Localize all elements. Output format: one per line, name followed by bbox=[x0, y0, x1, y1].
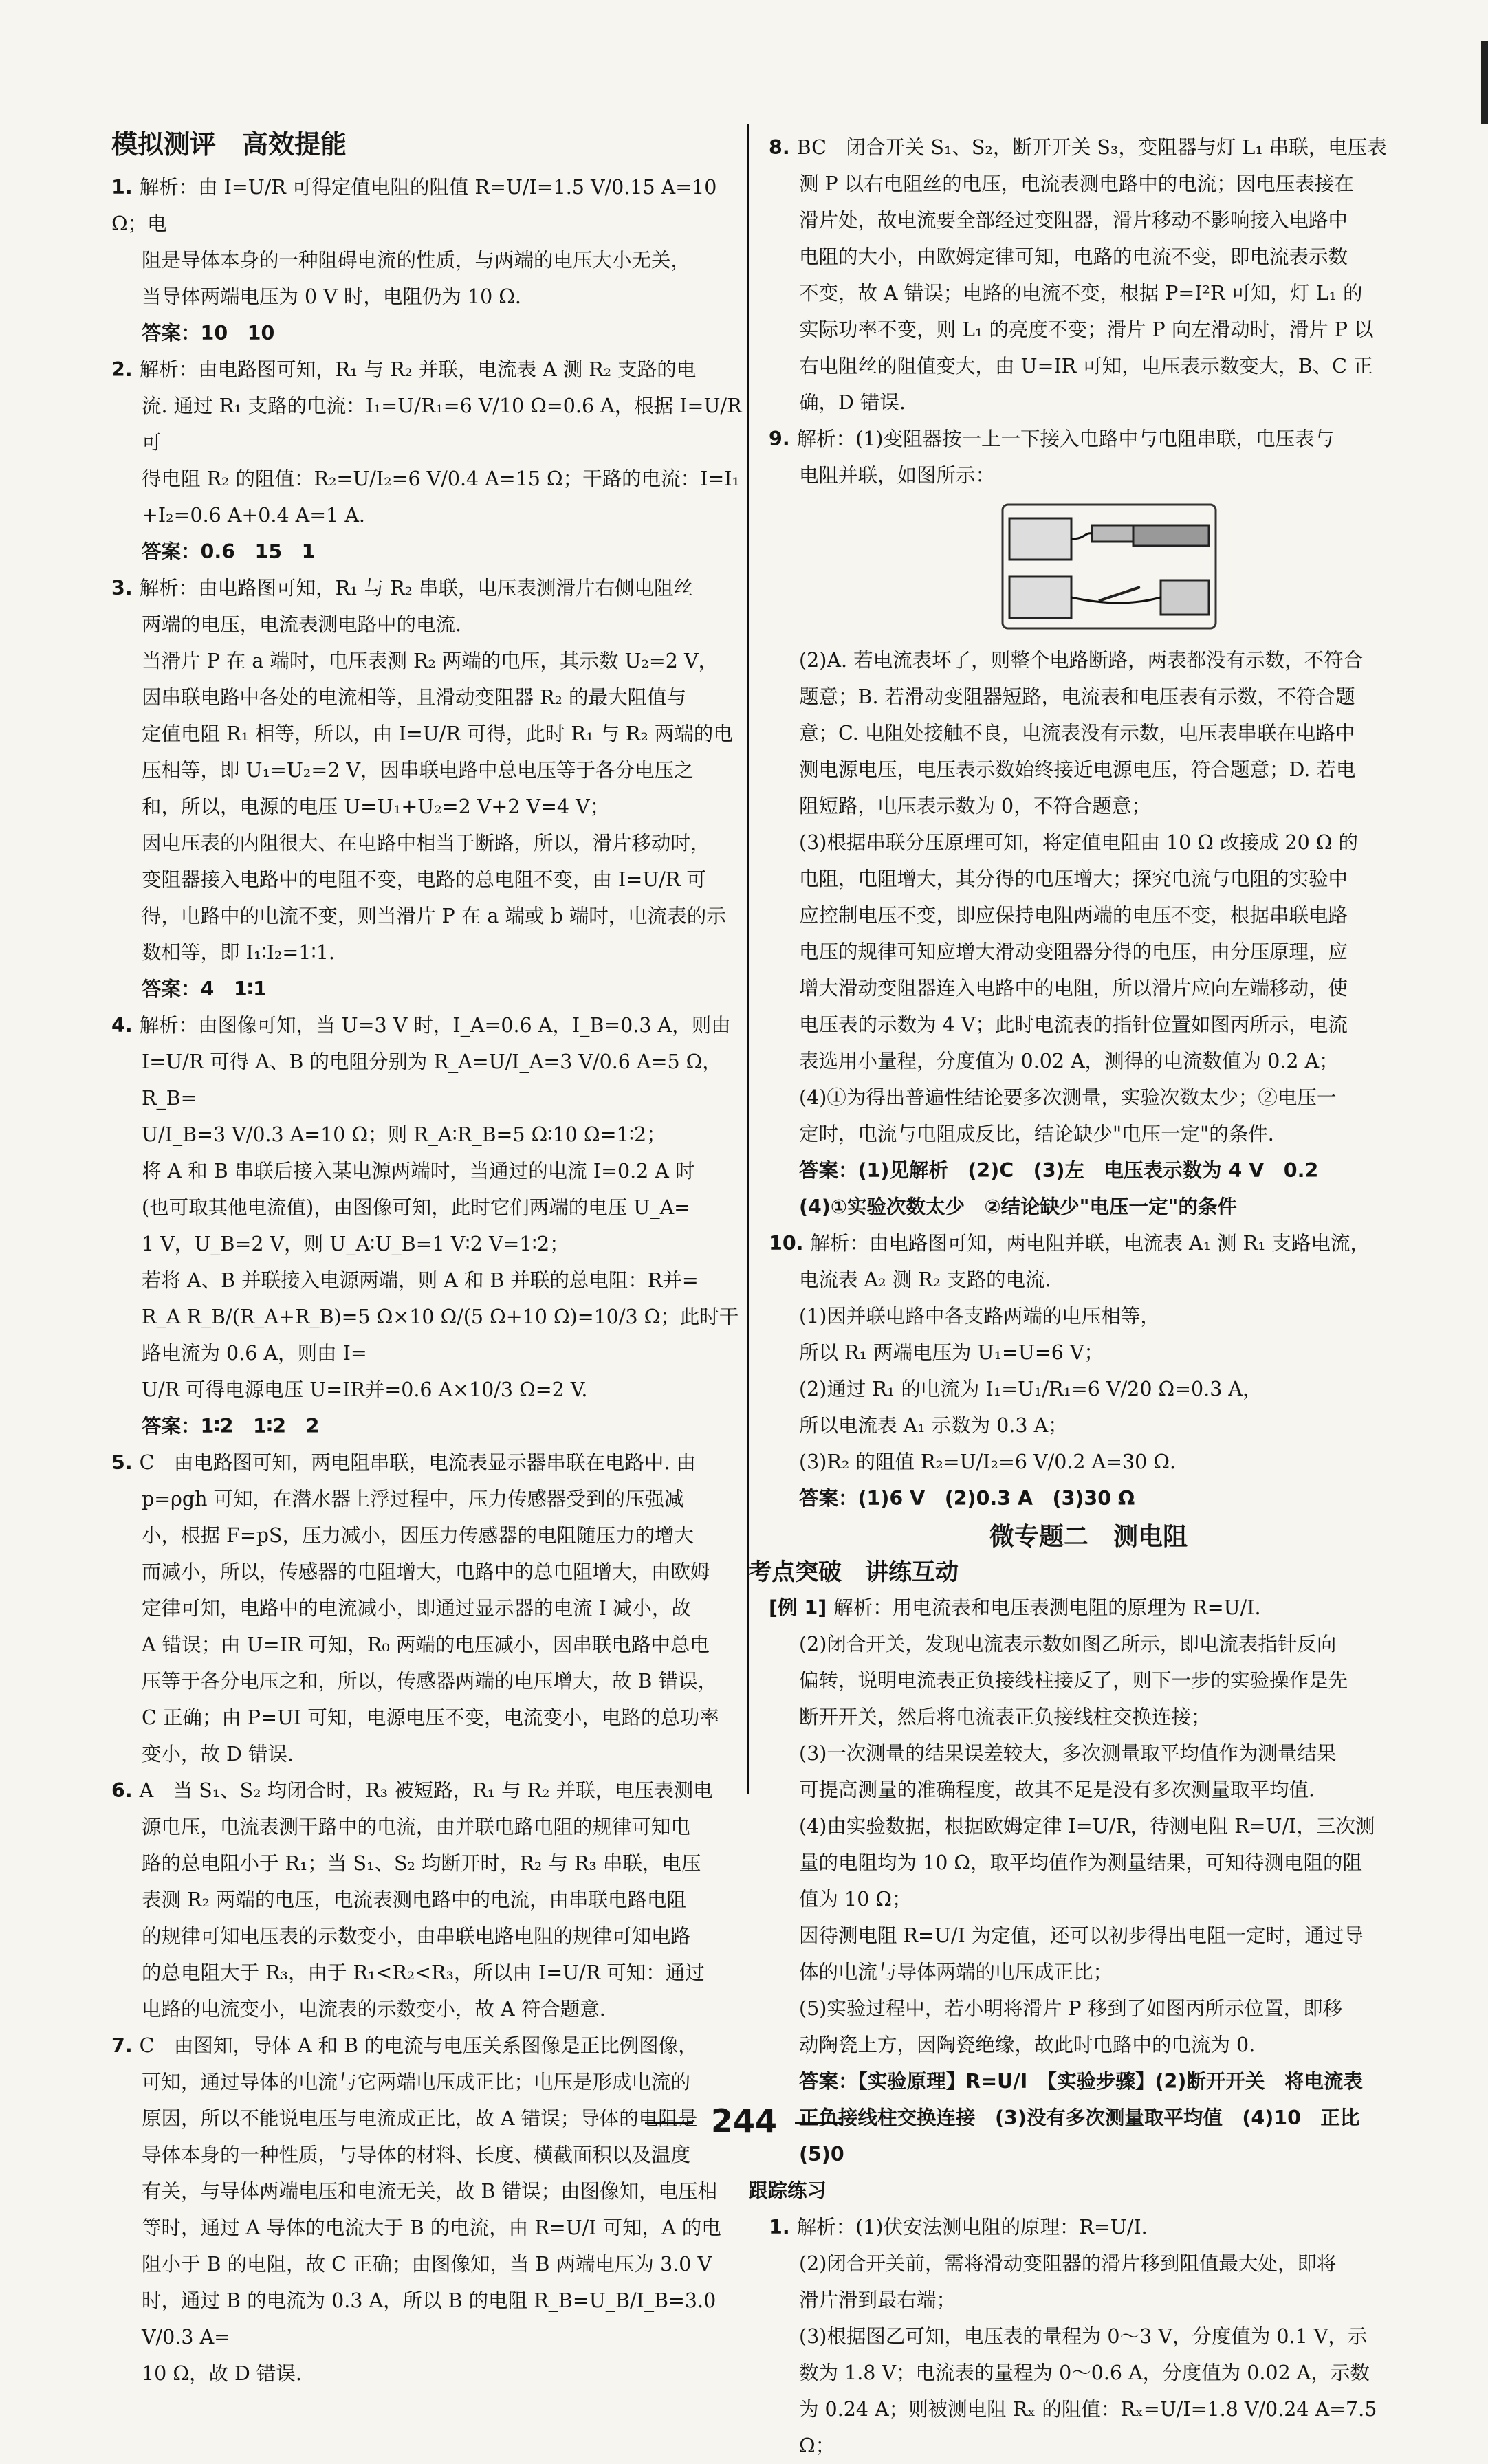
text-line: 而减小，所以，传感器的电阻增大，电路中的总电阻增大，由欧姆 bbox=[142, 1561, 710, 1583]
text-line: 定时，电流与电阻成反比，结论缺少"电压一定"的条件. bbox=[799, 1123, 1274, 1145]
text-line: (2)闭合开关，发现电流表示数如图乙所示，即电流表指针反向 bbox=[799, 1633, 1337, 1656]
text-line: (4)由实验数据，根据欧姆定律 I=U/R，待测电阻 R=U/I，三次测 bbox=[799, 1815, 1375, 1838]
answer-line: 正负接线柱交换连接 (3)没有多次测量取平均值 (4)10 正比 bbox=[799, 2106, 1360, 2129]
track-heading: 跟踪练习 bbox=[748, 2179, 827, 2202]
text-line: 所以 R₁ 两端电压为 U₁=U=6 V； bbox=[799, 1341, 1104, 1364]
text-line: 阻是导体本身的一种阻碍电流的性质，与两端的电压大小无关， bbox=[142, 249, 691, 272]
text-line: 意；C. 电阻处接触不良，电流表没有示数，电压表串联在电路中 bbox=[799, 722, 1355, 745]
text-line: 5. C 由电路图可知，两电阻串联，电流表显示器串联在电路中. 由 bbox=[111, 1451, 697, 1474]
page-number: 244 bbox=[0, 2102, 1488, 2140]
text-line: 变小，故 D 错误. bbox=[142, 1743, 294, 1766]
answer-line: 答案：1∶2 1∶2 2 bbox=[142, 1415, 320, 1438]
page-edge-mark bbox=[1481, 41, 1488, 124]
text-line: 断开开关，然后将电流表正负接线柱交换连接； bbox=[799, 1706, 1211, 1728]
text-line: (2)A. 若电流表坏了，则整个电路断路，两表都没有示数，不符合 bbox=[799, 649, 1364, 672]
item-number: 9. bbox=[769, 428, 797, 450]
text-line: 6. A 当 S₁、S₂ 均闭合时，R₃ 被短路，R₁ 与 R₂ 并联，电压表测电 bbox=[111, 1779, 713, 1802]
text-line: 应控制电压不变，即应保持电阻两端的电压不变，根据串联电路 bbox=[799, 904, 1348, 927]
item-number: 4. bbox=[111, 1014, 140, 1037]
text-line: 7. C 由图知，导体 A 和 B 的电流与电压关系图像是正比例图像， bbox=[111, 2034, 698, 2057]
text-line: 4. 解析：由图像可知，当 U=3 V 时，I_A=0.6 A，I_B=0.3 A，则由 bbox=[111, 1014, 731, 1037]
text-line: 测 P 以右电阻丝的电压，电流表测电路中的电流；因电压表接在 bbox=[799, 173, 1354, 195]
text-line: 滑片处，故电流要全部经过变阻器，滑片移动不影响接入电路中 bbox=[799, 209, 1348, 232]
example-label: [例 1] bbox=[769, 1596, 834, 1619]
item-number: 2. bbox=[111, 358, 140, 381]
text-line: 和，所以，电源的电压 U=U₁+U₂=2 V+2 V=4 V； bbox=[142, 795, 610, 818]
text-line: 1. 解析：由 I=U/R 可得定值电阻的阻值 R=U/I=1.5 V/0.15 A=10 Ω；电 bbox=[111, 176, 717, 235]
text-line: 8. BC 闭合开关 S₁、S₂，断开开关 S₃，变阻器与灯 L₁ 串联，电压表 bbox=[769, 136, 1387, 159]
left-column bbox=[111, 124, 751, 2392]
text-line: 2. 解析：由电路图可知，R₁ 与 R₂ 并联，电流表 A 测 R₂ 支路的电 bbox=[111, 358, 697, 381]
text-line: 确，D 错误. bbox=[799, 391, 906, 414]
text-line: 右电阻丝的阻值变大，由 U=IR 可知，电压表示数变大，B、C 正 bbox=[799, 355, 1373, 377]
item-number: 8. bbox=[769, 136, 797, 159]
text-line: 源电压，电流表测干路中的电流，由并联电路电阻的规律可知电 bbox=[142, 1816, 691, 1838]
text-line: 题意；B. 若滑动变阻器短路，电流表和电压表有示数，不符合题 bbox=[799, 685, 1355, 708]
text-line: 的规律可知电压表的示数变小，由串联电路电阻的规律可知电路 bbox=[142, 1925, 691, 1948]
text-line: 电阻并联，如图所示： bbox=[799, 464, 996, 487]
text-line: 因电压表的内阻很大、在电路中相当于断路，所以，滑片移动时， bbox=[142, 832, 710, 855]
text-line: 时，通过 B 的电流为 0.3 A，所以 B 的电阻 R_B=U_B/I_B=3.0 V/0.3 A= bbox=[142, 2289, 716, 2348]
right-rest bbox=[748, 642, 1408, 2464]
text-line: +I₂=0.6 A+0.4 A=1 A. bbox=[142, 504, 365, 527]
text-line: (也可取其他电流值)，由图像可知，此时它们两端的电压 U_A= bbox=[142, 1196, 691, 1219]
text-line: C 正确；由 P=UI 可知，电源电压不变，电流变小，电路的总功率 bbox=[142, 1706, 719, 1729]
circuit-diagram bbox=[996, 498, 1223, 635]
text-line: 变阻器接入电路中的电阻不变，电路的总电阻不变，由 I=U/R 可 bbox=[142, 868, 706, 891]
text-line: 1 V，U_B=2 V，则 U_A∶U_B=1 V∶2 V=1∶2； bbox=[142, 1233, 569, 1255]
text-line: 有关，与导体两端电压和电流无关，故 B 错误；由图像知，电压相 bbox=[142, 2180, 718, 2203]
answer-line: 答案：(1)见解析 (2)C (3)左 电压表示数为 4 V 0.2 bbox=[799, 1159, 1319, 1182]
text-line: 的总电阻大于 R₃，由于 R₁<R₂<R₃，所以由 I=U/R 可知：通过 bbox=[142, 1961, 705, 1984]
text-line: 路的总电阻小于 R₁；当 S₁、S₂ 均断开时，R₂ 与 R₃ 串联，电压 bbox=[142, 1852, 701, 1875]
text-line: (2)通过 R₁ 的电流为 I₁=U₁/R₁=6 V/20 Ω=0.3 A， bbox=[799, 1378, 1262, 1400]
text-line: 因待测电阻 R=U/I 为定值，还可以初步得出电阻一定时，通过导 bbox=[799, 1924, 1364, 1947]
text-line: 为 0.24 A；则被测电阻 Rₓ 的阻值：Rₓ=U/I=1.8 V/0.24 A=7.5 Ω； bbox=[799, 2398, 1377, 2457]
text-line: 体的电流与导体两端的电压成正比； bbox=[799, 1961, 1113, 1983]
text-line: 若将 A、B 并联接入电源两端，则 A 和 B 并联的总电阻：R并= bbox=[142, 1269, 699, 1292]
text-line: (2)闭合开关前，需将滑动变阻器的滑片移到阻值最大处，即将 bbox=[799, 2252, 1337, 2275]
text-line: 电路的电流变小，电流表的示数变小，故 A 符合题意. bbox=[142, 1998, 606, 2021]
text-line: 将 A 和 B 串联后接入某电源两端时，当通过的电流 I=0.2 A 时 bbox=[142, 1160, 695, 1182]
text-line: [例 1] 解析：用电流表和电压表测电阻的原理为 R=U/I. bbox=[769, 1596, 1261, 1619]
text-line: 数相等，即 I₁∶I₂=1∶1. bbox=[142, 941, 335, 964]
right-items bbox=[769, 129, 1408, 494]
left-items bbox=[111, 169, 751, 2392]
text-line: (3)一次测量的结果误差较大，多次测量取平均值作为测量结果 bbox=[799, 1742, 1337, 1765]
text-line: 测电源电压，电压表示数始终接近电源电压，符合题意；D. 若电 bbox=[799, 758, 1356, 781]
text-line: 定值电阻 R₁ 相等，所以，由 I=U/R 可得，此时 R₁ 与 R₂ 两端的电 bbox=[142, 723, 733, 745]
answer-line: (5)0 bbox=[799, 2143, 844, 2166]
text-line: 1. 解析：(1)伏安法测电阻的原理：R=U/I. bbox=[769, 2216, 1148, 2238]
text-line: 当导体两端电压为 0 V 时，电阻仍为 10 Ω. bbox=[142, 285, 521, 308]
text-line: 当滑片 P 在 a 端时，电压表测 R₂ 两端的电压，其示数 U₂=2 V， bbox=[142, 650, 719, 672]
text-line: 压等于各分电压之和，所以，传感器两端的电压增大，故 B 错误， bbox=[142, 1670, 718, 1693]
section-heading-2: 考点突破 讲练互动 bbox=[748, 1559, 959, 1586]
item-number: 1. bbox=[111, 176, 140, 199]
text-line: (4)①为得出普遍性结论要多次测量，实验次数太少；②电压一 bbox=[799, 1086, 1337, 1109]
text-line: 9. 解析：(1)变阻器按一上一下接入电路中与电阻串联，电压表与 bbox=[769, 428, 1334, 450]
text-line: 3. 解析：由电路图可知，R₁ 与 R₂ 串联，电压表测滑片右侧电阻丝 bbox=[111, 577, 694, 600]
item-number: 7. bbox=[111, 2034, 140, 2057]
text-line: 增大滑动变阻器连入电路中的电阻，所以滑片应向左端移动，使 bbox=[799, 977, 1348, 1000]
text-line: 表测 R₂ 两端的电压，电流表测电路中的电流，由串联电路电阻 bbox=[142, 1889, 687, 1911]
text-line: 因串联电路中各处的电流相等，且滑动变阻器 R₂ 的最大阻值与 bbox=[142, 686, 687, 709]
text-line: p=ρgh 可知，在潜水器上浮过程中，压力传感器受到的压强减 bbox=[142, 1488, 684, 1510]
text-line: 原因，所以不能说电压与电流成正比，故 A 错误；导体的电阻是 bbox=[142, 2107, 698, 2130]
text-line: R_A R_B/(R_A+R_B)=5 Ω×10 Ω/(5 Ω+10 Ω)=10/3 Ω；此时干路电流为 0.6 A，则由 I= bbox=[142, 1306, 739, 1365]
text-line: 导体本身的一种性质，与导体的材料、长度、横截面积以及温度 bbox=[142, 2144, 691, 2166]
text-line: 不变，故 A 错误；电路的电流不变，根据 P=I²R 可知，灯 L₁ 的 bbox=[799, 282, 1363, 305]
text-line: 偏转，说明电流表正负接线柱接反了，则下一步的实验操作是先 bbox=[799, 1669, 1348, 1692]
text-line: 值为 10 Ω； bbox=[799, 1888, 912, 1911]
text-line: 可知，通过导体的电流与它两端电压成正比；电压是形成电流的 bbox=[142, 2071, 691, 2093]
text-line: 可提高测量的准确程度，故其不足是没有多次测量取平均值. bbox=[799, 1779, 1315, 1801]
text-line: 电流表 A₂ 测 R₂ 支路的电流. bbox=[799, 1268, 1051, 1291]
text-line: 电阻的大小，由欧姆定律可知，电路的电流不变，即电流表示数 bbox=[799, 245, 1348, 268]
answer-line: 答案：(1)6 V (2)0.3 A (3)30 Ω bbox=[799, 1487, 1135, 1510]
answer-line: (4)①实验次数太少 ②结论缺少"电压一定"的条件 bbox=[799, 1196, 1237, 1218]
answer-line: 答案：10 10 bbox=[142, 322, 275, 344]
answer-line: 答案：0.6 15 1 bbox=[142, 540, 316, 563]
text-line: 10 Ω，故 D 错误. bbox=[142, 2362, 302, 2385]
text-line: 得，电路中的电流不变，则当滑片 P 在 a 端或 b 端时，电流表的示 bbox=[142, 905, 726, 927]
section-heading: 模拟测评 高效提能 bbox=[111, 129, 347, 160]
text-line: U/I_B=3 V/0.3 A=10 Ω；则 R_A∶R_B=5 Ω∶10 Ω=1∶2； bbox=[142, 1123, 666, 1146]
text-line: 电压表的示数为 4 V；此时电流表的指针位置如图丙所示，电流 bbox=[799, 1013, 1348, 1036]
item-number: 1. bbox=[769, 2216, 797, 2238]
item-number: 10. bbox=[769, 1232, 811, 1255]
text-line: 所以电流表 A₁ 示数为 0.3 A； bbox=[799, 1414, 1068, 1437]
text-line: 滑片滑到最右端； bbox=[799, 2289, 956, 2311]
text-line: 等时，通过 A 导体的电流大于 B 的电流，由 R=U/I 可知，A 的电 bbox=[142, 2216, 721, 2239]
answer-line: 答案：【实验原理】R=U/I 【实验步骤】(2)断开开关 将电流表 bbox=[799, 2070, 1363, 2093]
text-line: 动陶瓷上方，因陶瓷绝缘，故此时电路中的电流为 0. bbox=[799, 2034, 1256, 2056]
text-line: (3)根据串联分压原理可知，将定值电阻由 10 Ω 改接成 20 Ω 的 bbox=[799, 831, 1359, 854]
text-line: I=U/R 可得 A、B 的电阻分别为 R_A=U/I_A=3 V/0.6 A=5 Ω，R_B= bbox=[142, 1050, 722, 1110]
text-line: 定律可知，电路中的电流减小，即通过显示器的电流 I 减小，故 bbox=[142, 1597, 691, 1620]
text-line: (3)R₂ 的阻值 R₂=U/I₂=6 V/0.2 A=30 Ω. bbox=[799, 1451, 1177, 1473]
text-line: 小，根据 F=pS，压力减小，因压力传感器的电阻随压力的增大 bbox=[142, 1524, 694, 1547]
text-line: (1)因并联电路中各支路两端的电压相等， bbox=[799, 1305, 1160, 1328]
item-number: 6. bbox=[111, 1779, 140, 1802]
text-line: 实际功率不变，则 L₁ 的亮度不变；滑片 P 向左滑动时，滑片 P 以 bbox=[799, 318, 1374, 341]
text-line: 压相等，即 U₁=U₂=2 V，因串联电路中总电压等于各分电压之 bbox=[142, 759, 694, 782]
text-line: 两端的电压，电流表测电路中的电流. bbox=[142, 613, 462, 636]
text-line: (3)根据图乙可知，电压表的量程为 0～3 V，分度值为 0.1 V，示 bbox=[799, 2325, 1368, 2348]
text-line: 表选用小量程，分度值为 0.02 A，测得的电流数值为 0.2 A； bbox=[799, 1050, 1339, 1072]
text-line: 电压的规律可知应增大滑动变阻器分得的电压，由分压原理，应 bbox=[799, 940, 1348, 963]
text-line: 阻小于 B 的电阻，故 C 正确；由图像知，当 B 两端电压为 3.0 V bbox=[142, 2253, 712, 2276]
answer-line: 答案：4 1∶1 bbox=[142, 978, 267, 1000]
text-line: U/R 可得电源电压 U=IR并=0.6 A×10/3 Ω=2 V. bbox=[142, 1378, 588, 1401]
text-line: A 错误；由 U=IR 可知，R₀ 两端的电压减小，因串联电路中总电 bbox=[142, 1634, 710, 1656]
text-line: 电阻，电阻增大，其分得的电压增大；探究电流与电阻的实验中 bbox=[799, 868, 1348, 890]
column-divider bbox=[747, 124, 749, 1794]
text-line: 量的电阻均为 10 Ω，取平均值作为测量结果，可知待测电阻的阻 bbox=[799, 1851, 1363, 1874]
item-number: 5. bbox=[111, 1451, 140, 1474]
subtopic-heading: 微专题二 测电阻 bbox=[989, 1523, 1188, 1551]
text-line: 流. 通过 R₁ 支路的电流：I₁=U/R₁=6 V/10 Ω=0.6 A，根据 I=U/R 可 bbox=[142, 395, 742, 454]
text-line: 阻短路，电压表示数为 0，不符合题意； bbox=[799, 795, 1151, 817]
text-line: 数为 1.8 V；电流表的量程为 0～0.6 A，分度值为 0.02 A，示数 bbox=[799, 2362, 1370, 2384]
text-line: 得电阻 R₂ 的阻值：R₂=U/I₂=6 V/0.4 A=15 Ω；干路的电流：I=I₁ bbox=[142, 468, 740, 490]
text-line: (5)实验过程中，若小明将滑片 P 移到了如图丙所示位置，即移 bbox=[799, 1997, 1343, 2020]
item-number: 3. bbox=[111, 577, 140, 600]
text-line: 10. 解析：由电路图可知，两电阻并联，电流表 A₁ 测 R₁ 支路电流， bbox=[769, 1232, 1370, 1255]
